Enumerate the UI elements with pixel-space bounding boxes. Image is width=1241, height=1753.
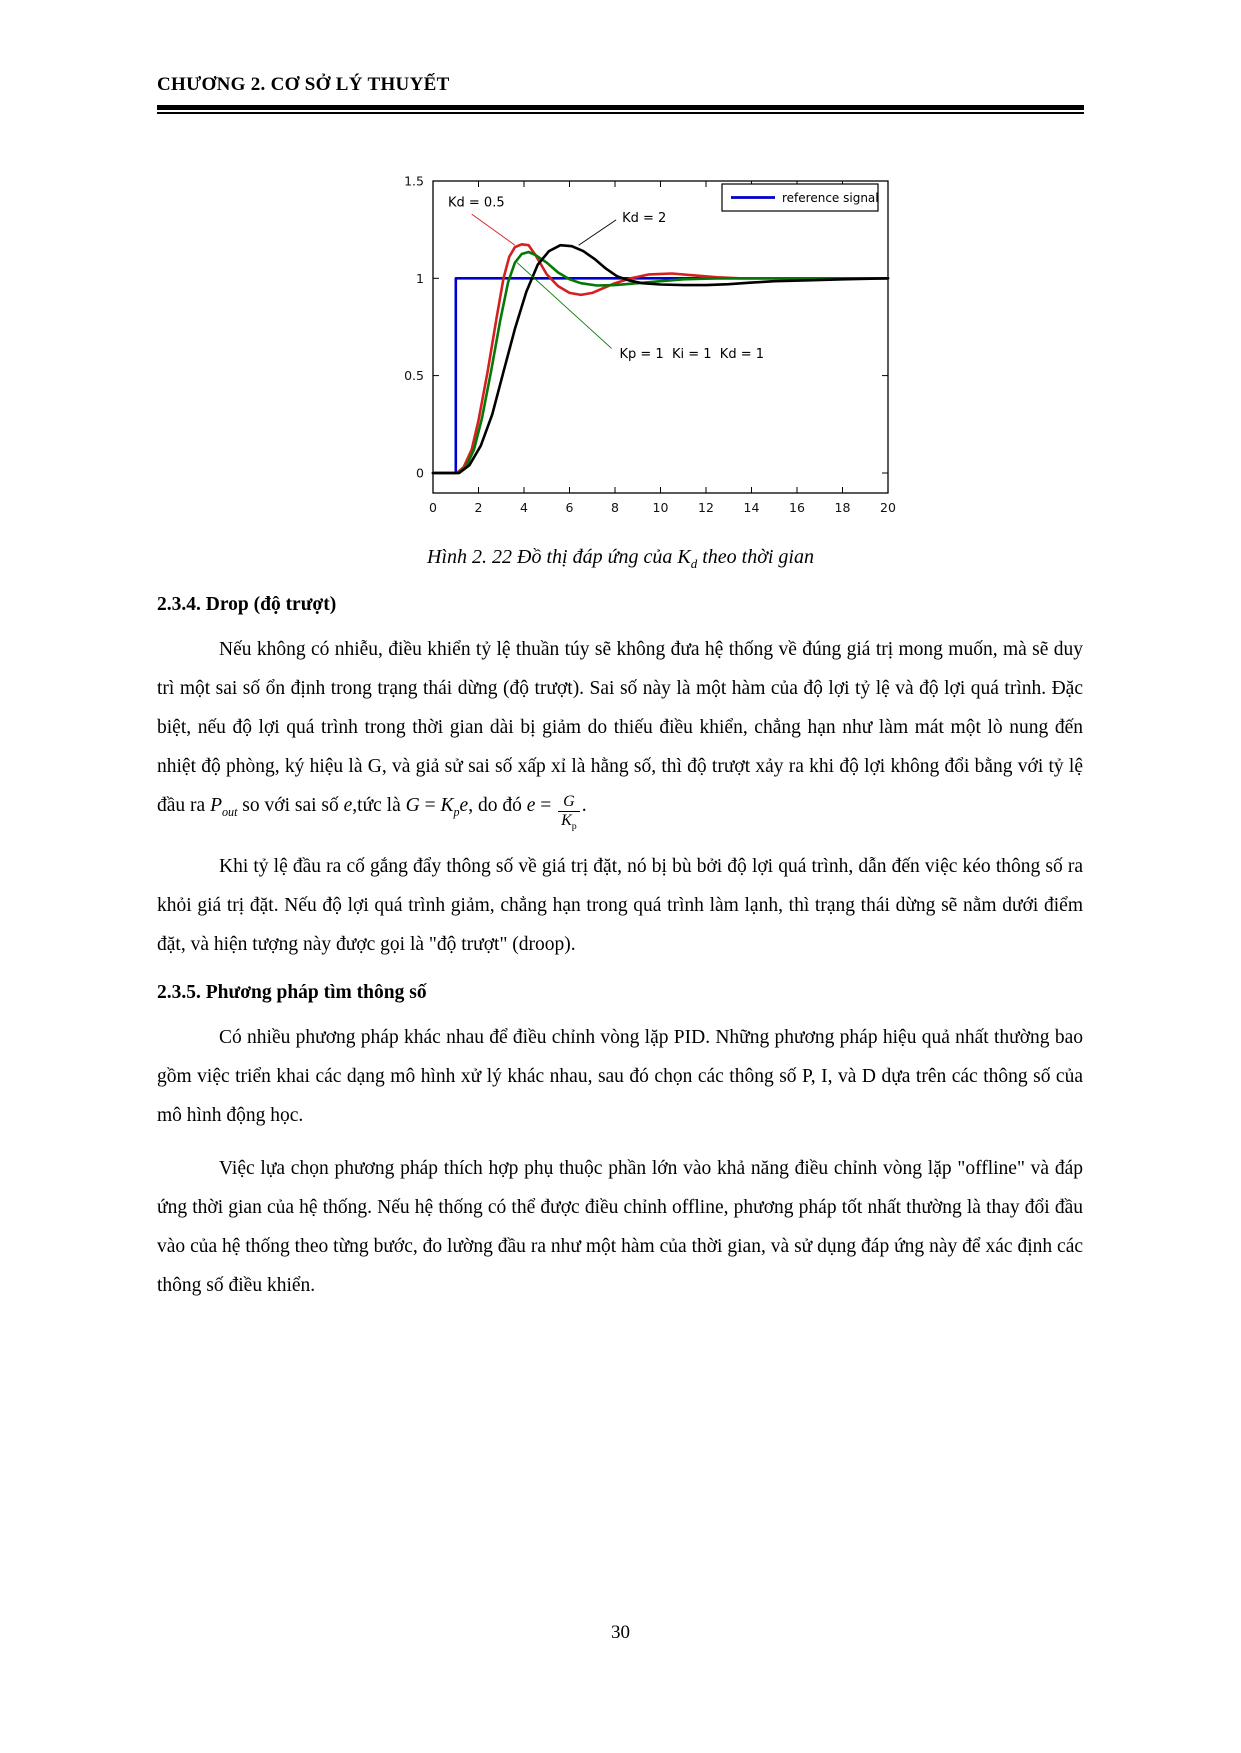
plot-box bbox=[433, 181, 888, 493]
paragraph: Nếu không có nhiễu, điều khiển tỷ lệ thuần túy sẽ không đưa hệ thống về đúng giá trị mong muốn, mà sẽ duy trì một sai số ổn định trong trạng thái dừng (độ trượt). Sai số này là một hàm của độ lợi tỷ lệ và độ lợi quá trình. Đặc biệt, nếu độ lợi quá trình trong thời gian dài bị giảm do thiếu điều khiển, chẳng hạn như làm mát một lò nung đến nhiệt độ phòng, ký hiệu là G, và giả sử sai số xấp xỉ là hằng số, thì độ trượt xảy ra khi độ lợi không đổi bằng với tỷ lệ đầu ra $P_{out}$ so với sai số e,tức là $G = K_pe$, do đó e = $\frac{G}{K_p}$ . bbox=[157, 639, 1083, 833]
y-tick-label: 1.5 bbox=[404, 173, 424, 189]
section-heading: 2.3.4. Drop (độ trượt) bbox=[157, 594, 337, 615]
page-number: 30 bbox=[611, 1622, 630, 1643]
y-tick-label: 0 bbox=[416, 465, 424, 481]
caption-text: Hình 2. 22 Đồ thị đáp ứng của K bbox=[427, 546, 691, 568]
figure-chart bbox=[355, 153, 900, 525]
x-tick-label: 8 bbox=[611, 500, 619, 515]
x-tick-label: 14 bbox=[743, 500, 760, 515]
x-tick-label: 2 bbox=[474, 500, 483, 515]
caption-text-tail: theo thời gian bbox=[697, 546, 814, 568]
paragraph: Việc lựa chọn phương pháp thích hợp phụ thuộc phần lớn vào khả năng điều chỉnh vòng lặp "offline" và đáp ứng thời gian của hệ thống. Nếu hệ thống có thể được điều chỉnh offline, phương pháp tốt nhất thường là thay đổi đầu vào của hệ thống theo từng bước, đo lường đầu ra như một hàm của thời gian, và sử dụng đáp ứng này để xác định các thông số điều khiển. bbox=[157, 1158, 1083, 1297]
y-tick-label: 0.5 bbox=[404, 368, 424, 384]
paragraph: Có nhiều phương pháp khác nhau để điều chỉnh vòng lặp PID. Những phương pháp hiệu quả nhất thường bao gồm việc triển khai các dạng mô hình xử lý khác nhau, sau đó chọn các thông số P, I, và D dựa trên các thông số của mô hình động học. bbox=[157, 1027, 1083, 1127]
x-tick-label: 20 bbox=[880, 500, 896, 515]
x-tick-label: 4 bbox=[520, 500, 528, 515]
chart-annotation: Kp = 1 Ki = 1 Kd = 1 bbox=[619, 347, 765, 363]
chart-svg bbox=[355, 153, 900, 525]
caption-subscript: d bbox=[690, 556, 698, 571]
header-rule-thin bbox=[157, 112, 1084, 114]
x-tick-label: 12 bbox=[698, 500, 714, 515]
section-heading: 2.3.5. Phương pháp tìm thông số bbox=[157, 982, 427, 1004]
chapter-header bbox=[157, 74, 1084, 114]
x-tick-label: 0 bbox=[429, 500, 437, 515]
legend-label: reference signal bbox=[782, 191, 879, 205]
chapter-title: CHƯƠNG 2. CƠ SỞ LÝ THUYẾT bbox=[157, 74, 450, 95]
pid-response-chart bbox=[355, 153, 900, 530]
figure-caption bbox=[0, 546, 1241, 572]
paragraph: Khi tỷ lệ đầu ra cố gắng đẩy thông số về giá trị đặt, nó bị bù bởi độ lợi quá trình, dẫn đến việc kéo thông số ra khỏi giá trị đặt. Nếu độ lợi quá trình giảm, chẳng hạn trong quá trình làm lạnh, thì trạng thái dừng sẽ nằm dưới điểm đặt, và hiện tượng này được gọi là "độ trượt" (droop). bbox=[157, 856, 1083, 956]
chart-annotation: Kd = 2 bbox=[622, 210, 667, 226]
body-text bbox=[157, 590, 1083, 1319]
x-tick-label: 18 bbox=[834, 500, 851, 515]
y-tick-label: 1 bbox=[416, 270, 424, 286]
x-tick-label: 16 bbox=[789, 500, 805, 515]
inline-fraction: $\frac{G}{K_p}$ bbox=[558, 793, 580, 833]
chart-annotation: Kd = 0.5 bbox=[448, 195, 505, 211]
x-tick-label: 10 bbox=[652, 500, 669, 515]
x-tick-label: 6 bbox=[565, 500, 574, 515]
header-rule-thick bbox=[157, 105, 1084, 110]
